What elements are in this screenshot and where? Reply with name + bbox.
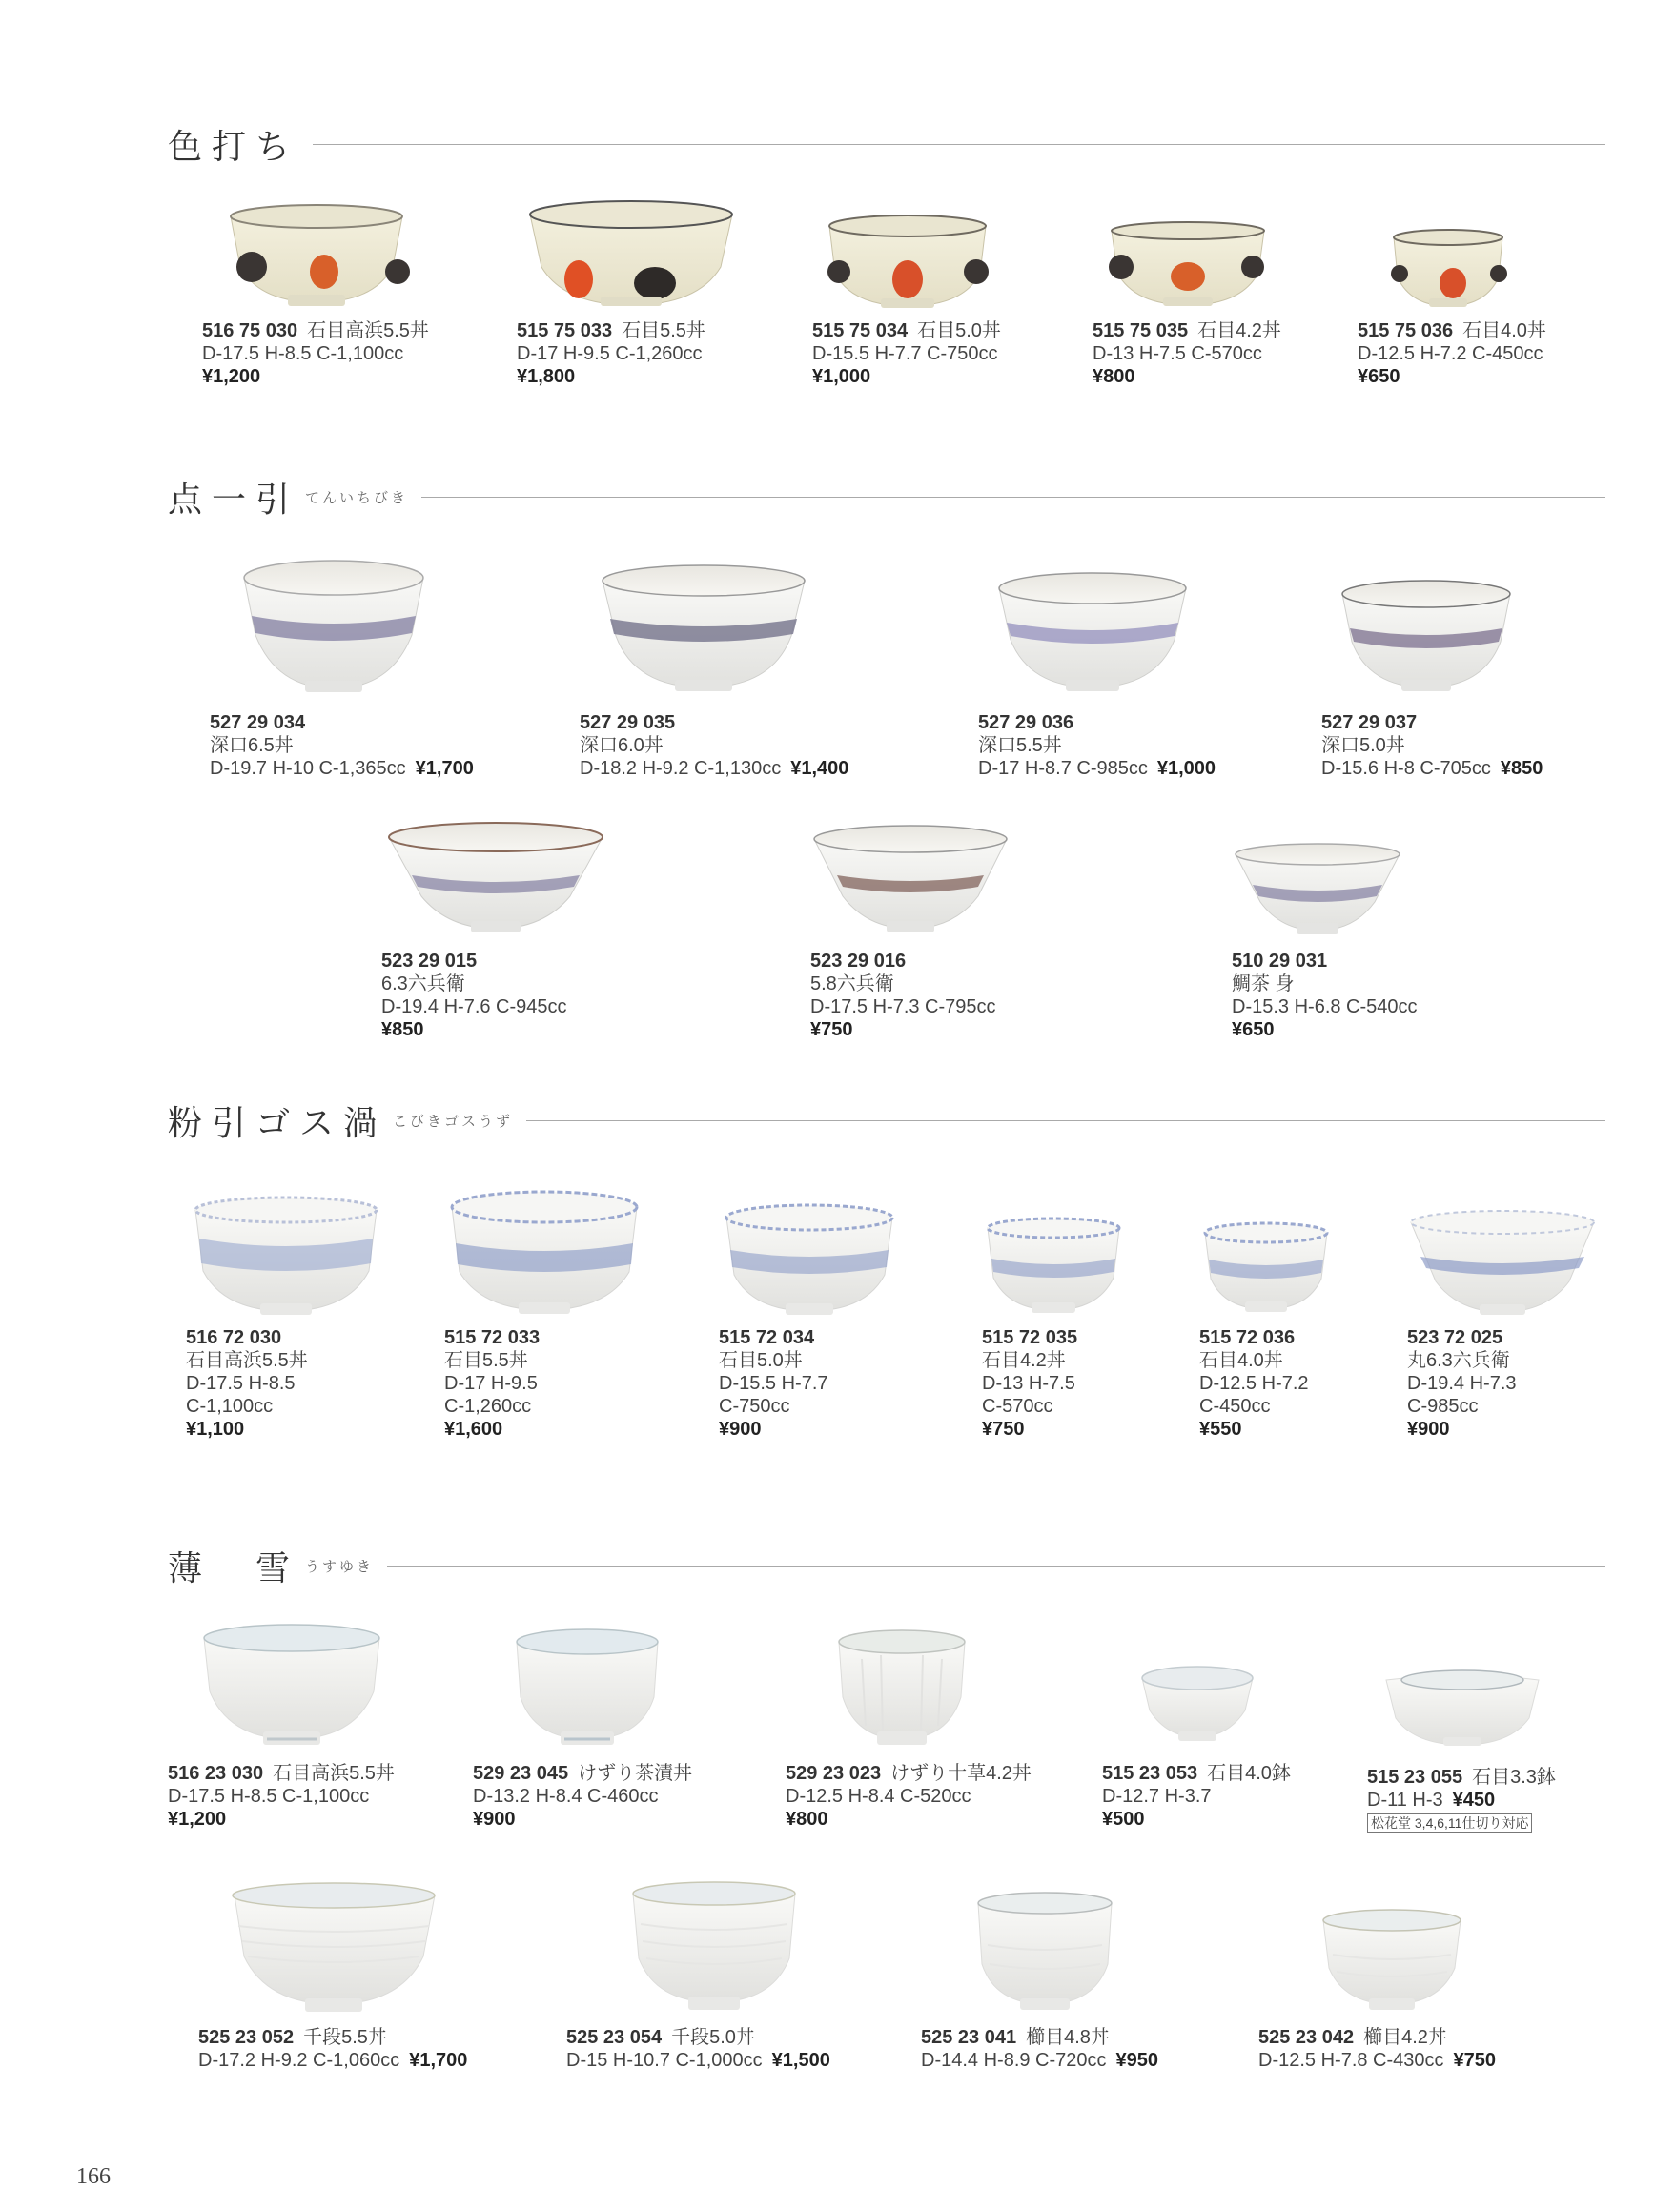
product-item bbox=[812, 205, 1003, 388]
product-price: ¥1,400 bbox=[790, 758, 849, 779]
product-dims: D-13.2 H-8.4 C-460cc bbox=[473, 1786, 659, 1807]
product-item bbox=[1199, 1216, 1333, 1441]
product-name: 石目高浜5.5丼 bbox=[273, 1763, 395, 1784]
product-dims: D-19.4 H-7.6 C-945cc bbox=[381, 996, 567, 1017]
product-item bbox=[580, 558, 848, 780]
bowl-image bbox=[921, 1888, 1150, 2017]
section-heading: 点一引 bbox=[168, 481, 300, 520]
product-code: 525 23 052 bbox=[198, 2027, 295, 2048]
product-item bbox=[566, 1878, 833, 2072]
product-price: ¥1,800 bbox=[517, 366, 576, 387]
bowl-image bbox=[381, 818, 610, 942]
bowl-image bbox=[982, 1211, 1125, 1321]
product-item bbox=[202, 195, 431, 388]
product-item bbox=[517, 195, 746, 388]
product-dims: D-11 H-3 bbox=[1367, 1790, 1443, 1811]
product-price: ¥750 bbox=[810, 1019, 853, 1040]
section-reading: こびきゴスうず bbox=[393, 1113, 514, 1130]
product-dims: D-12.5 H-8.4 C-520cc bbox=[786, 1786, 971, 1807]
product-name: 石目3.3鉢 bbox=[1472, 1767, 1556, 1788]
product-name: 千段5.0丼 bbox=[671, 2027, 755, 2048]
product-name: 石目高浜5.5丼 bbox=[186, 1350, 308, 1371]
bowl-image bbox=[978, 567, 1207, 706]
section-reading: うすゆき bbox=[305, 1558, 375, 1575]
product-price: ¥1,000 bbox=[812, 366, 871, 387]
product-code: 523 29 016 bbox=[810, 951, 907, 972]
product-code: 515 72 034 bbox=[719, 1327, 815, 1348]
product-dims: D-19.7 H-10 C-1,365cc bbox=[210, 758, 406, 779]
section-heading: 薄 雪 bbox=[168, 1549, 300, 1588]
product-code: 515 72 033 bbox=[444, 1327, 541, 1348]
product-dims: D-19.4 H-7.3 bbox=[1407, 1373, 1517, 1394]
product-price: ¥550 bbox=[1199, 1419, 1242, 1440]
product-item bbox=[921, 1888, 1158, 2072]
bowl-image bbox=[1232, 839, 1403, 942]
product-name: 石目5.0丼 bbox=[719, 1350, 803, 1371]
bowl-image bbox=[210, 553, 458, 706]
product-price: ¥800 bbox=[786, 1809, 828, 1830]
product-code: 515 75 035 bbox=[1093, 320, 1189, 341]
product-name: 石目5.0丼 bbox=[917, 320, 1001, 341]
product-code: 527 29 036 bbox=[978, 712, 1074, 733]
bowl-image bbox=[1199, 1216, 1333, 1321]
product-name: 丸6.3六兵衛 bbox=[1407, 1350, 1510, 1371]
product-capacity: C-1,100cc bbox=[186, 1396, 274, 1417]
section-title-usuyuki bbox=[168, 1542, 1605, 1590]
product-capacity: C-450cc bbox=[1199, 1396, 1271, 1417]
bowl-image bbox=[473, 1621, 702, 1754]
product-dims: D-12.5 H-7.8 C-430cc bbox=[1258, 2050, 1444, 2071]
product-price: ¥1,200 bbox=[202, 366, 261, 387]
product-capacity: C-1,260cc bbox=[444, 1396, 532, 1417]
product-price: ¥1,200 bbox=[168, 1809, 227, 1830]
bowl-image bbox=[517, 195, 746, 310]
product-code: 525 23 041 bbox=[921, 2027, 1017, 2048]
bowl-image bbox=[444, 1182, 644, 1321]
product-price: ¥500 bbox=[1102, 1809, 1145, 1830]
product-dims: D-15.3 H-6.8 C-540cc bbox=[1232, 996, 1418, 1017]
bowl-image bbox=[202, 195, 431, 310]
product-price: ¥750 bbox=[1453, 2050, 1497, 2071]
product-code: 516 75 030 bbox=[202, 320, 298, 341]
bowl-image bbox=[580, 558, 828, 706]
product-price: ¥800 bbox=[1093, 366, 1135, 387]
product-item bbox=[1407, 1203, 1598, 1441]
product-price: ¥900 bbox=[473, 1809, 516, 1830]
product-capacity: C-570cc bbox=[982, 1396, 1053, 1417]
product-dims: D-17.5 H-8.5 bbox=[186, 1373, 296, 1394]
bowl-image bbox=[1321, 575, 1531, 706]
product-name: 石目4.0丼 bbox=[1199, 1350, 1283, 1371]
product-name: 深口6.0丼 bbox=[580, 735, 664, 756]
product-name: けずり十草4.2丼 bbox=[890, 1763, 1032, 1784]
product-code: 515 72 035 bbox=[982, 1327, 1078, 1348]
product-code: 516 23 030 bbox=[168, 1763, 264, 1784]
product-dims: D-17.5 H-7.3 C-795cc bbox=[810, 996, 996, 1017]
product-name: 鯛茶 身 bbox=[1232, 973, 1295, 994]
product-code: 515 23 055 bbox=[1367, 1767, 1463, 1788]
product-price: ¥650 bbox=[1358, 366, 1400, 387]
product-item bbox=[473, 1621, 702, 1831]
section-rule bbox=[421, 497, 1605, 498]
bowl-image bbox=[198, 1878, 465, 2017]
product-item bbox=[982, 1211, 1125, 1441]
product-dims: D-17 H-8.7 C-985cc bbox=[978, 758, 1148, 779]
product-dims: D-17 H-9.5 C-1,260cc bbox=[517, 343, 703, 364]
product-price: ¥950 bbox=[1115, 2050, 1159, 2071]
product-price: ¥850 bbox=[1500, 758, 1543, 779]
product-code: 515 75 036 bbox=[1358, 320, 1454, 341]
product-code: 529 23 023 bbox=[786, 1763, 882, 1784]
product-name: けずり茶漬丼 bbox=[578, 1763, 693, 1784]
product-dims: D-15.6 H-8 C-705cc bbox=[1321, 758, 1491, 779]
section-rule bbox=[313, 144, 1605, 145]
product-price: ¥450 bbox=[1452, 1790, 1496, 1811]
product-price: ¥750 bbox=[982, 1419, 1025, 1440]
product-dims: D-17.5 H-8.5 C-1,100cc bbox=[202, 343, 404, 364]
section-heading: 色打ち bbox=[168, 128, 300, 167]
product-item bbox=[978, 567, 1216, 780]
product-dims: D-17.2 H-9.2 C-1,060cc bbox=[198, 2050, 400, 2071]
product-price: ¥1,500 bbox=[771, 2050, 830, 2071]
bowl-image bbox=[1102, 1659, 1293, 1754]
product-price: ¥1,700 bbox=[409, 2050, 468, 2071]
product-item bbox=[198, 1878, 467, 2072]
bowl-image bbox=[1258, 1907, 1487, 2017]
product-name: 櫛目4.2丼 bbox=[1363, 2027, 1447, 2048]
product-price: ¥1,000 bbox=[1156, 758, 1216, 779]
bowl-image bbox=[812, 205, 1003, 310]
bowl-image bbox=[1093, 217, 1283, 310]
product-code: 527 29 037 bbox=[1321, 712, 1418, 733]
product-code: 515 23 053 bbox=[1102, 1763, 1198, 1784]
product-item bbox=[786, 1621, 1032, 1831]
section-title-kobiki bbox=[168, 1096, 1605, 1145]
bowl-image bbox=[1358, 224, 1539, 310]
product-item bbox=[186, 1187, 386, 1441]
product-name: 石目4.2丼 bbox=[982, 1350, 1066, 1371]
section-rule bbox=[526, 1120, 1605, 1121]
product-dims: D-14.4 H-8.9 C-720cc bbox=[921, 2050, 1107, 2071]
product-item bbox=[210, 553, 474, 780]
product-price: ¥900 bbox=[719, 1419, 762, 1440]
product-name: 深口6.5丼 bbox=[210, 735, 294, 756]
product-item bbox=[444, 1182, 644, 1441]
product-price: ¥650 bbox=[1232, 1019, 1275, 1040]
product-name: 千段5.5丼 bbox=[303, 2027, 387, 2048]
product-dims: D-12.5 H-7.2 bbox=[1199, 1373, 1309, 1394]
product-item bbox=[1258, 1907, 1496, 2072]
product-capacity: C-985cc bbox=[1407, 1396, 1479, 1417]
section-title-ten-ippiki bbox=[168, 473, 1605, 522]
product-code: 523 72 025 bbox=[1407, 1327, 1503, 1348]
product-item bbox=[168, 1621, 406, 1831]
product-code: 525 23 054 bbox=[566, 2027, 663, 2048]
product-code: 510 29 031 bbox=[1232, 951, 1328, 972]
product-name: 6.3六兵衛 bbox=[381, 973, 465, 994]
product-name: 石目5.5丼 bbox=[444, 1350, 528, 1371]
product-code: 525 23 042 bbox=[1258, 2027, 1355, 2048]
section-reading: てんいちびき bbox=[305, 489, 409, 506]
product-dims: D-15.5 H-7.7 C-750cc bbox=[812, 343, 998, 364]
bowl-image bbox=[1407, 1203, 1598, 1321]
product-dims: D-17.5 H-8.5 C-1,100cc bbox=[168, 1786, 370, 1807]
product-code: 515 72 036 bbox=[1199, 1327, 1296, 1348]
product-price: ¥900 bbox=[1407, 1419, 1450, 1440]
product-item bbox=[810, 822, 1011, 1041]
product-item bbox=[381, 818, 610, 1041]
section-title-iro-uchi bbox=[168, 120, 1605, 169]
section-rule bbox=[387, 1566, 1605, 1567]
product-dims: D-17 H-9.5 bbox=[444, 1373, 538, 1394]
bowl-image bbox=[719, 1197, 900, 1321]
product-item bbox=[1232, 839, 1418, 1041]
product-price: ¥1,100 bbox=[186, 1419, 245, 1440]
product-code: 527 29 035 bbox=[580, 712, 676, 733]
product-dims: D-15 H-10.7 C-1,000cc bbox=[566, 2050, 763, 2071]
bowl-image bbox=[786, 1621, 1014, 1754]
product-name: 5.8六兵衛 bbox=[810, 973, 894, 994]
product-code: 527 29 034 bbox=[210, 712, 306, 733]
product-item bbox=[1093, 217, 1283, 388]
bowl-image bbox=[168, 1621, 406, 1754]
product-name: 石目4.0丼 bbox=[1462, 320, 1546, 341]
product-name: 櫛目4.8丼 bbox=[1026, 2027, 1110, 2048]
product-name: 石目4.2丼 bbox=[1197, 320, 1281, 341]
product-dims: D-13 H-7.5 C-570cc bbox=[1093, 343, 1262, 364]
product-code: 515 75 034 bbox=[812, 320, 909, 341]
product-item bbox=[719, 1197, 900, 1441]
section-heading: 粉引ゴス渦 bbox=[168, 1104, 388, 1143]
product-item bbox=[1367, 1667, 1558, 1833]
bowl-image bbox=[186, 1187, 386, 1321]
bowl-image bbox=[1367, 1667, 1558, 1758]
product-dims: D-13 H-7.5 bbox=[982, 1373, 1075, 1394]
product-dims: D-12.7 H-3.7 bbox=[1102, 1786, 1212, 1807]
product-code: 515 75 033 bbox=[517, 320, 613, 341]
product-item bbox=[1321, 575, 1543, 780]
product-code: 523 29 015 bbox=[381, 951, 478, 972]
product-capacity: C-750cc bbox=[719, 1396, 790, 1417]
product-item bbox=[1102, 1659, 1293, 1831]
product-name: 深口5.5丼 bbox=[978, 735, 1062, 756]
bowl-image bbox=[566, 1878, 833, 2017]
compatibility-note: 松花堂 3,4,6,11仕切り対応 bbox=[1367, 1813, 1532, 1833]
product-name: 石目高浜5.5丼 bbox=[307, 320, 429, 341]
bowl-image bbox=[810, 822, 1011, 942]
product-name: 石目4.0鉢 bbox=[1207, 1763, 1291, 1784]
product-code: 529 23 045 bbox=[473, 1763, 569, 1784]
page-number: 166 bbox=[76, 2164, 111, 2189]
product-name: 石目5.5丼 bbox=[622, 320, 705, 341]
product-item bbox=[1358, 224, 1546, 388]
product-name: 深口5.0丼 bbox=[1321, 735, 1405, 756]
product-price: ¥1,600 bbox=[444, 1419, 503, 1440]
product-price: ¥1,700 bbox=[415, 758, 474, 779]
product-dims: D-15.5 H-7.7 bbox=[719, 1373, 828, 1394]
product-dims: D-12.5 H-7.2 C-450cc bbox=[1358, 343, 1543, 364]
product-dims: D-18.2 H-9.2 C-1,130cc bbox=[580, 758, 782, 779]
product-code: 516 72 030 bbox=[186, 1327, 282, 1348]
product-price: ¥850 bbox=[381, 1019, 424, 1040]
